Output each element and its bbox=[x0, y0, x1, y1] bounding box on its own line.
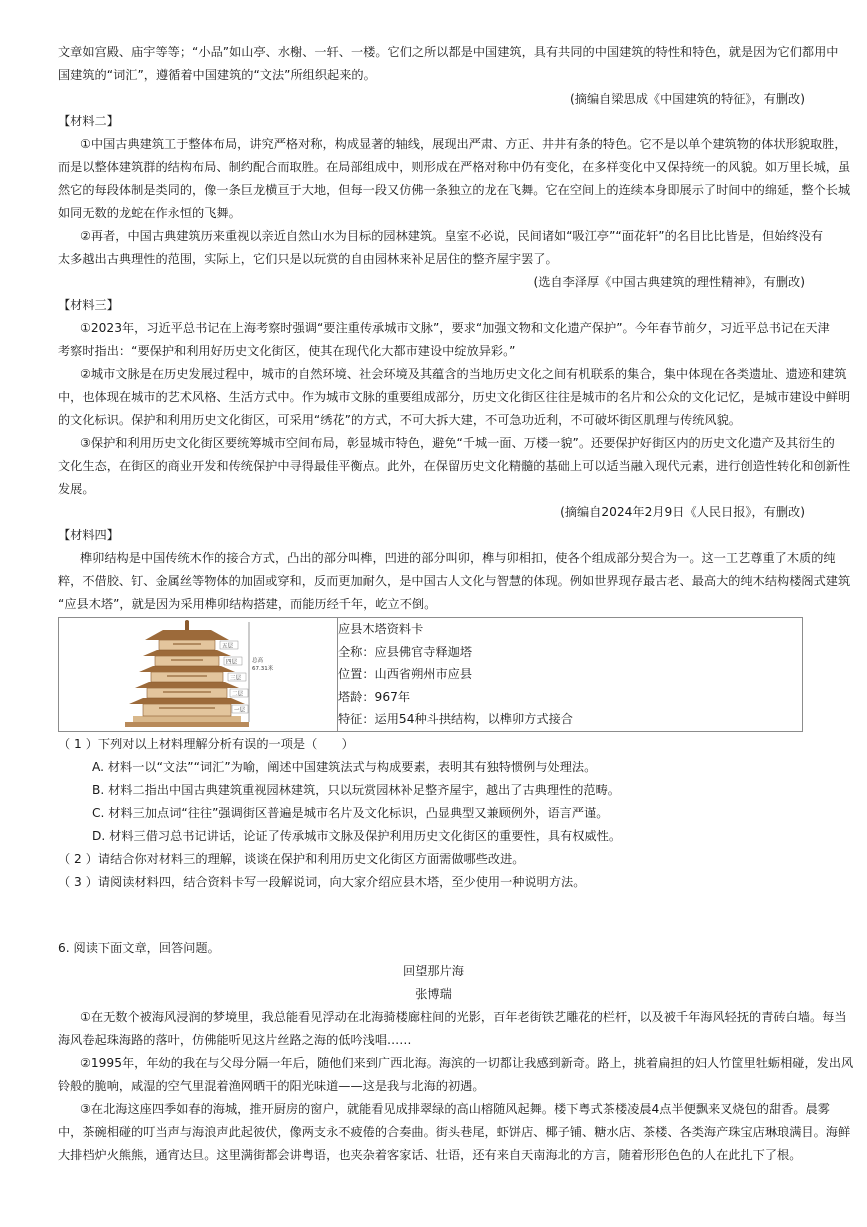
pagoda-info-card bbox=[58, 617, 803, 732]
text-line: “应县木塔”，就是因为采用榫卯结构搭建，而能历经千年，屹立不倒。 bbox=[58, 597, 437, 611]
article-author: 张博瑞 bbox=[415, 987, 452, 1001]
text-line: 榫卯结构是中国传统木作的接合方式，凸出的部分叫榫，凹进的部分叫卯，榫与卯相扣，使各个组成部分契合为一。这一工艺尊重了木质的纯 bbox=[80, 551, 836, 565]
text-line: ②1995年，年幼的我在与父母分隔一年后，随他们来到广西北海。海滨的一切都让我感到新奇。路上，挑着扁担的妇人竹筐里牡蛎相碰，发出风 bbox=[80, 1056, 854, 1070]
card-heading: 应县木塔资料卡 bbox=[338, 622, 424, 636]
height-value: 67.31米 bbox=[252, 666, 274, 672]
text-line: 然它的每段体制是类同的，像一条巨龙横亘于大地，但每一段又仿佛一条独立的龙在飞舞。它在空间上的连续本身即展示了时间中的绵延，整个长城 bbox=[58, 183, 851, 197]
text-line: 文化生态，在街区的商业开发和传统保护中寻得最佳平衡点。此外，在保留历史文化精髓的基础上可以适当融入现代元素，进行创造性转化和创新性 bbox=[58, 459, 851, 473]
text-line: ①中国古典建筑工于整体布局，讲究严格对称，构成显著的轴线，展现出严肃、方正、井井有条的特色。它不是以单个建筑物的体状形貌取胜， bbox=[80, 137, 847, 151]
section-heading: 【材料三】 bbox=[58, 298, 119, 312]
text-line: 如同无数的龙蛇在作永恒的飞舞。 bbox=[58, 206, 241, 220]
section-heading: 【材料四】 bbox=[58, 528, 119, 542]
option-b: B. 材料二指出中国古典建筑重视园林建筑，只以玩赏园林补足整齐屋宇，越出了古典理性的范畴。 bbox=[92, 783, 620, 797]
height-label: 总高 bbox=[252, 658, 264, 664]
pagoda-illustration bbox=[59, 618, 337, 730]
text-line: 大排档炉火熊熊，通宵达旦。这里满街都会讲粤语，也夹杂着客家话、壮语，还有来自天南海北的方言，随着形形色色的人在此扎下了根。 bbox=[58, 1148, 802, 1162]
text-line: ③保护和利用历史文化街区要统筹城市空间布局，彰显城市特色，避免“千城一面、万楼一貌”。还要保护好街区内的历史文化遗产及其衍生的 bbox=[80, 436, 835, 450]
pagoda-image-cell bbox=[59, 618, 338, 732]
text-line: 考察时指出：“要保护和利用好历史文化街区，使其在现代化大都市建设中绽放异彩。” bbox=[58, 344, 516, 358]
floor-label: 三层 bbox=[230, 675, 242, 682]
source-citation: (摘编自梁思成《中国建筑的特征》，有删改) bbox=[570, 92, 805, 106]
floor-label: 一层 bbox=[234, 707, 246, 714]
question-3: （ 3 ）请阅读材料四，结合资料卡写一段解说词，向大家介绍应县木塔，至少使用一种说明方法。 bbox=[58, 875, 586, 889]
pagoda-info-cell bbox=[338, 618, 803, 732]
text-line: 粹，不借胶、钉、金属丝等物体的加固或穿和，反而更加耐久，是中国古人文化与智慧的体现。例如世界现存最古老、最高大的纯木结构楼阁式建筑 bbox=[58, 574, 851, 588]
text-line: 中，茶碗相碰的叮当声与海浪声此起彼伏，像两支永不疲倦的合奏曲。街头巷尾，虾饼店、椰子铺、糖水店、茶楼、各类海产珠宝店琳琅满目。海鲜 bbox=[58, 1125, 851, 1139]
text-line: 太多越出古典理性的范围，实际上，它们只是以玩赏的自由园林来补足居住的整齐屋宇罢了。 bbox=[58, 252, 558, 266]
pagoda-platform bbox=[133, 716, 241, 722]
source-citation: (摘编自2024年2月9日《人民日报》，有删改) bbox=[560, 505, 805, 519]
text-line: ①2023年，习近平总书记在上海考察时强调“要注重传承城市文脉”，要求“加强文物和文化遗产保护”。今年春节前夕，习近平总书记在天津 bbox=[80, 321, 830, 335]
card-fullname: 全称：应县佛官寺释迦塔 bbox=[338, 644, 473, 659]
question-2: （ 2 ）请结合你对材料三的理解，谈谈在保护和利用历史文化街区方面需做哪些改进。 bbox=[58, 852, 525, 866]
floor-label: 四层 bbox=[226, 659, 238, 666]
floor-label: 二层 bbox=[232, 691, 244, 698]
text-line: 发展。 bbox=[58, 482, 95, 496]
floor-label: 五层 bbox=[222, 643, 234, 650]
text-line: 海风卷起珠海路的落叶，仿佛能听见这片丝路之海的低吟浅唱…… bbox=[58, 1033, 412, 1047]
section-6-heading: 6. 阅读下面文章，回答问题。 bbox=[58, 941, 220, 955]
text-line: 铃般的脆响，咸湿的空气里混着渔网晒干的阳光味道——这是我与北海的初遇。 bbox=[58, 1079, 485, 1093]
article-title: 回望那片海 bbox=[403, 964, 464, 978]
option-d: D. 材料三借习总书记讲话，论证了传承城市文脉及保护利用历史文化街区的重要性，具有权威性。 bbox=[92, 829, 622, 843]
text-line: ②再者，中国古典建筑历来重视以亲近自然山水为目标的园林建筑。皇室不必说，民间诸如“吸江亭”“面花轩”的名目比比皆是，但始终没有 bbox=[80, 229, 824, 243]
card-age: 塔龄：967年 bbox=[338, 689, 411, 704]
text-line: 中，也体现在城市的艺术风格、生活方式中。作为城市文脉的重要组成部分，历史文化街区往往是城市的名片和公众的文化记忆，是城市建设中鲜明 bbox=[58, 390, 851, 404]
card-location: 位置：山西省朔州市应县 bbox=[338, 667, 473, 682]
question-1: （ 1 ）下列对以上材料理解分析有误的一项是（ ） bbox=[58, 737, 354, 751]
text-line: 文章如宫殿、庙宇等等；“小品”如山亭、水榭、一轩、一楼。它们之所以都是中国建筑，具有共同的中国建筑的特性和特色，就是因为它们都用中 bbox=[58, 45, 839, 59]
pagoda-base bbox=[125, 722, 249, 727]
source-citation: (选自李泽厚《中国古典建筑的理性精神》，有删改) bbox=[533, 275, 805, 289]
text-line: ②城市文脉是在历史发展过程中，城市的自然环境、社会环境及其蕴含的当地历史文化之间有机联系的集合，集中体现在各类遗址、遗迹和建筑 bbox=[80, 367, 847, 381]
text-line: 国建筑的“词汇”，遵循着中国建筑的“文法”所组织起来的。 bbox=[58, 68, 376, 82]
card-feature: 特征：运用54种斗拱结构，以榫卯方式接合 bbox=[338, 712, 573, 727]
text-line: 而是以整体建筑群的结构布局、制约配合而取胜。在局部组成中，则形成在严格对称中仍有变化，在多样变化中又保持统一的风貌。如万里长城，虽 bbox=[58, 160, 851, 174]
option-a: A. 材料一以“文法”“词汇”为喻，阐述中国建筑法式与构成要素，表明其有独特惯例与处理法。 bbox=[92, 760, 597, 774]
text-line: 的文化标识。保护和利用历史文化街区，可采用“绣花”的方式，不可大拆大建，不可急功近利，不可破坏街区肌理与传统风貌。 bbox=[58, 413, 741, 427]
option-c: C. 材料三加点词“往往”强调街区普遍是城市名片及文化标识，凸显典型又兼顾例外，语言严谨。 bbox=[92, 806, 609, 820]
text-line: ③在北海这座四季如春的海城，推开厨房的窗户，就能看见成排翠绿的高山榕随风起舞。楼下粤式茶楼凌晨4点半便飘来叉烧包的甜香。晨雾 bbox=[80, 1102, 830, 1116]
text-line: ①在无数个被海风浸润的梦境里，我总能看见浮动在北海骑楼廊柱间的光影，百年老街铁艺雕花的栏杆，以及被千年海风轻抚的青砖白墙。每当 bbox=[80, 1010, 847, 1024]
section-heading: 【材料二】 bbox=[58, 114, 119, 128]
